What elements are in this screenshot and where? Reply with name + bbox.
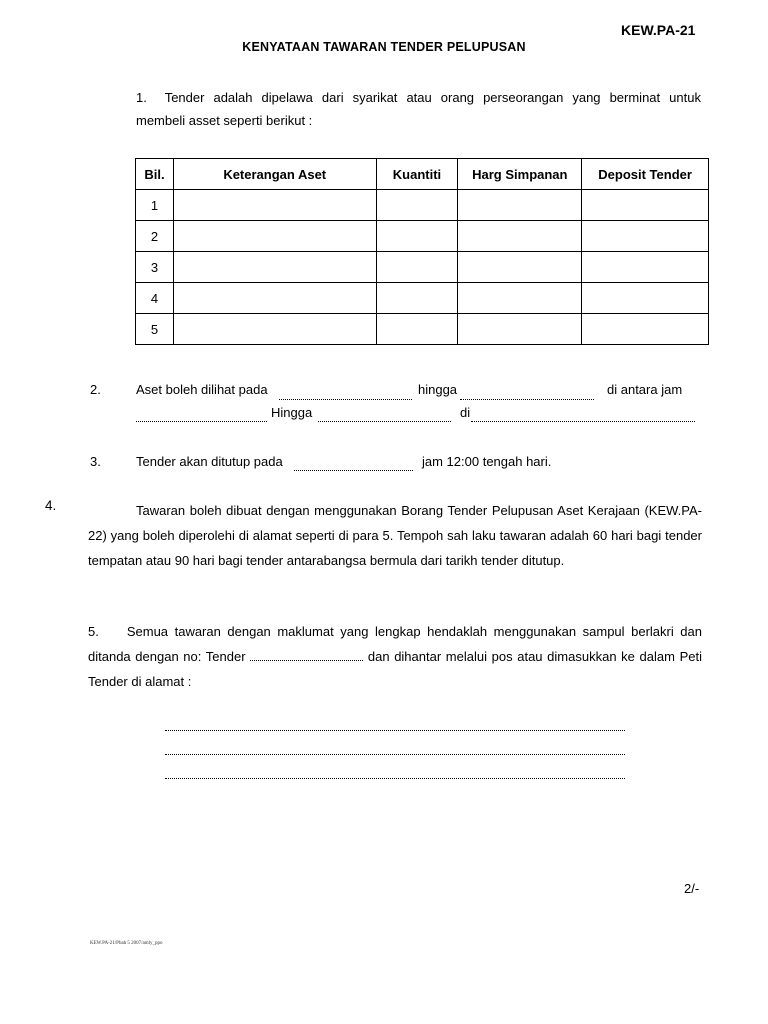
closing-date-field[interactable] [294,457,413,471]
cell-deposit[interactable] [582,283,709,314]
table-header-row [136,159,709,190]
paragraph-5-text-a: Semua tawaran dengan maklumat yang lengkap hendaklah menggunakan sampul berlakri dan ditanda dengan no: Tender [88,624,702,664]
cell-harga[interactable] [458,190,582,221]
paragraph-2-text-d: Hingga [271,405,313,420]
paragraph-5 [88,619,702,694]
paragraph-3-text-a: Tender akan ditutup pada [136,454,283,469]
view-date-from-field[interactable] [279,386,412,400]
paragraph-4-text: Tawaran boleh dibuat dengan menggunakan Borang Tender Pelupusan Aset Kerajaan (KEW.PA-22) yang boleh diperolehi di alamat seperti di para 5. Tempoh sah laku tawaran adalah 60 hari bagi tender tempatan atau 90 hari bagi tender antarabangsa bermula dari tarikh tender ditutup. [88,503,702,568]
paragraph-3-number: 3. [90,454,101,469]
address-line-3[interactable] [165,777,625,779]
table-row [136,314,709,345]
cell-keterangan[interactable] [173,283,376,314]
cell-bil: 1 [136,190,174,221]
cell-harga[interactable] [458,221,582,252]
table-row [136,190,709,221]
view-time-to-field[interactable] [318,408,451,422]
col-header-bil: Bil. [136,159,174,190]
cell-harga[interactable] [458,252,582,283]
cell-kuantiti[interactable] [376,221,458,252]
paragraph-4 [88,498,702,573]
page-continuation: 2/- [684,881,700,896]
cell-harga[interactable] [458,283,582,314]
table-row [136,221,709,252]
paragraph-1-line-1: 1. Tender adalah dipelawa dari syarikat atau orang perseorangan yang berminat untuk [136,90,701,105]
paragraph-2-text-a: Aset boleh dilihat pada [136,382,268,397]
asset-table [135,158,709,345]
view-date-to-field[interactable] [460,386,594,400]
form-reference: KEW.PA-21/Pbah 5 2007/amly_ppo [90,941,163,946]
paragraph-3-text-b: jam 12:00 tengah hari. [422,454,552,469]
cell-bil: 3 [136,252,174,283]
view-time-from-field[interactable] [136,408,267,422]
paragraph-5-text-b: dan dihantar melalui pos atau dimasukkan ke dalam Peti Tender di alamat : [88,649,703,689]
paragraph-2-text-b: hingga [418,382,458,397]
view-location-field[interactable] [471,408,695,422]
col-header-kuantiti: Kuantiti [376,159,458,190]
cell-kuantiti[interactable] [376,190,458,221]
cell-bil: 2 [136,221,174,252]
paragraph-1-number: 1. [136,90,147,105]
cell-kuantiti[interactable] [376,252,458,283]
table-row [136,252,709,283]
page-title: KENYATAAN TAWARAN TENDER PELUPUSAN [242,40,526,54]
cell-deposit[interactable] [582,314,709,345]
cell-keterangan[interactable] [173,252,376,283]
cell-deposit[interactable] [582,221,709,252]
cell-bil: 5 [136,314,174,345]
paragraph-2-number: 2. [90,382,101,397]
table-row [136,283,709,314]
form-code: KEW.PA-21 [621,22,696,38]
cell-keterangan[interactable] [173,221,376,252]
cell-bil: 4 [136,283,174,314]
cell-keterangan[interactable] [173,190,376,221]
paragraph-1-line-2: membeli asset seperti berikut : [136,113,313,128]
paragraph-4-number: 4. [45,498,57,513]
address-line-1[interactable] [165,729,625,731]
paragraph-2-text-e: di [460,405,471,420]
paragraph-5-number: 5. [88,624,99,639]
col-header-harga: Harg Simpanan [458,159,582,190]
paragraph-1 [136,86,701,132]
address-line-2[interactable] [165,753,625,755]
paragraph-2-text-c: di antara jam [607,382,683,397]
cell-harga[interactable] [458,314,582,345]
cell-deposit[interactable] [582,252,709,283]
tender-number-field[interactable] [250,647,363,661]
col-header-deposit: Deposit Tender [582,159,709,190]
col-header-keterangan: Keterangan Aset [173,159,376,190]
cell-deposit[interactable] [582,190,709,221]
cell-keterangan[interactable] [173,314,376,345]
cell-kuantiti[interactable] [376,314,458,345]
cell-kuantiti[interactable] [376,283,458,314]
